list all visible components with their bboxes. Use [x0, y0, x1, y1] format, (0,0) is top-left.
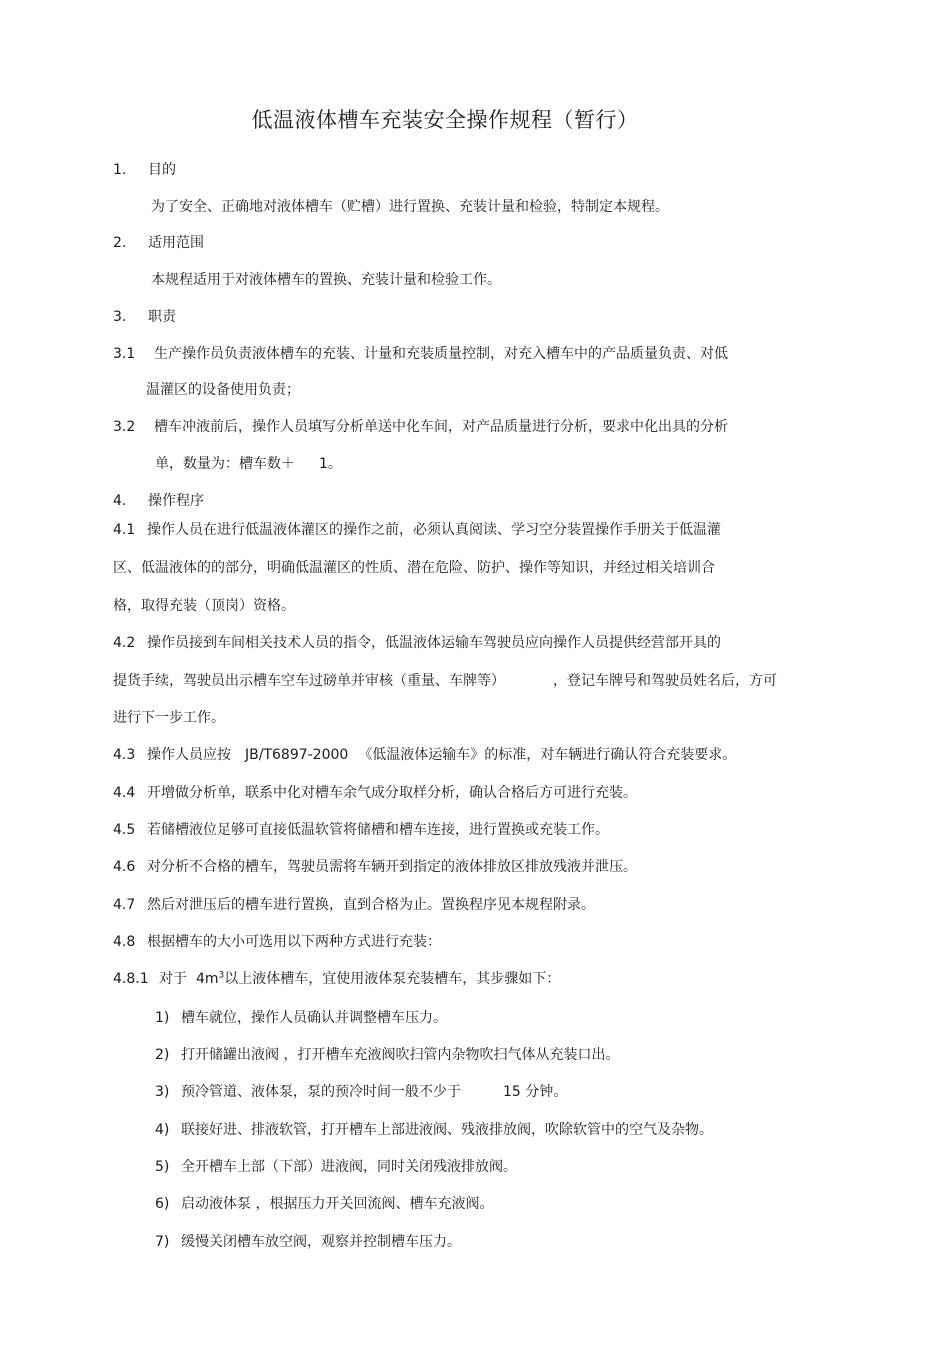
step-text: 15 分钟。 [503, 1084, 568, 1100]
step-number: 1) [155, 1010, 170, 1026]
clause-text: 槽车冲液前后，操作人员填写分析单送中化车间，对产品质量进行分析，要求中化出具的分析 [154, 419, 728, 435]
clause-number: 4.5 [113, 822, 136, 838]
clause-number: 3.1 [113, 346, 136, 362]
clause-3-2-continued [155, 454, 342, 474]
section-1-heading [113, 160, 176, 180]
clause-4-1-continued: 区、低温液体的的部分，明确低温灌区的性质、潜在危险、防护、操作等知识，并经过相关培训合 [113, 560, 715, 576]
clause-text: 操作员接到车间相关技术人员的指令，低温液体运输车驾驶员应向操作人员提供经营部开具的 [147, 635, 721, 651]
clause-4-8-1 [113, 969, 560, 989]
step-item [155, 1120, 713, 1140]
clause-4-2 [113, 633, 721, 653]
clause-4-5 [113, 820, 609, 840]
text-part: 以上液体槽车，宜使用液体泵充装槽车，其步骤如下： [224, 971, 561, 987]
text-part: ，登记车牌号和驾驶员姓名后，方可 [553, 673, 777, 689]
clause-4-2-continued: 进行下一步工作。 [113, 710, 225, 726]
clause-4-3 [113, 745, 736, 765]
clause-3-2 [113, 417, 728, 437]
clause-number: 4.8 [113, 934, 136, 950]
superscript: 3 [218, 970, 225, 981]
section-2-heading [113, 233, 204, 253]
section-title: 职责 [148, 309, 176, 325]
clause-number: 4.8.1 [113, 971, 149, 987]
step-item [155, 1157, 517, 1177]
clause-number: 4.1 [113, 522, 136, 538]
step-text: 全开槽车上部（下部）进液阀，同时关闭残液排放阀。 [181, 1159, 517, 1175]
step-number: 3) [155, 1084, 170, 1100]
section-number: 4. [113, 493, 127, 509]
step-text: 预冷管道、液体泵，泵的预冷时间一般不少于 [181, 1084, 461, 1100]
clause-4-6 [113, 857, 637, 877]
clause-text: 然后对泄压后的槽车进行置换，直到合格为止。置换程序见本规程附录。 [147, 897, 595, 913]
step-item [155, 1232, 461, 1252]
text-part: 单，数量为：槽车数＋ [155, 456, 295, 472]
step-number: 4) [155, 1122, 170, 1138]
section-1-text: 为了安全、正确地对液体槽车（贮槽）进行置换、充装计量和检验，特制定本规程。 [151, 199, 669, 215]
section-number: 1. [113, 162, 127, 178]
section-number: 3. [113, 309, 127, 325]
clause-number: 4.2 [113, 635, 136, 651]
clause-number: 4.6 [113, 859, 136, 875]
text-part: 操作人员应按 [147, 747, 231, 763]
step-number: 5) [155, 1159, 170, 1175]
clause-4-2-continued [113, 671, 777, 691]
text-part: 《低温液体运输车》的标准，对车辆进行确认符合充装要求。 [358, 747, 737, 763]
clause-3-1 [113, 344, 728, 364]
text-part: 1。 [319, 456, 342, 472]
step-item [155, 1045, 619, 1065]
clause-text: 开增做分析单，联系中化对槽车余气成分取样分析，确认合格后方可进行充装。 [147, 785, 637, 801]
section-2-text: 本规程适用于对液体槽车的置换、充装计量和检验工作。 [151, 272, 501, 288]
text-part: 对于 [159, 971, 187, 987]
section-4-heading [113, 491, 204, 511]
document-title: 低温液体槽车充装安全操作规程（暂行） [251, 108, 639, 132]
text-part: 4m [196, 971, 219, 987]
clause-number: 4.7 [113, 897, 136, 913]
step-text: 槽车就位，操作人员确认并调整槽车压力。 [181, 1010, 447, 1026]
clause-4-7 [113, 895, 595, 915]
clause-number: 4.4 [113, 785, 136, 801]
section-title: 操作程序 [148, 493, 204, 509]
clause-text: 根据槽车的大小可选用以下两种方式进行充装： [147, 934, 441, 950]
clause-text: 对分析不合格的槽车，驾驶员需将车辆开到指定的液体排放区排放残液并泄压。 [147, 859, 637, 875]
clause-4-1-continued: 格，取得充装（顶岗）资格。 [113, 598, 295, 614]
step-number: 2) [155, 1047, 170, 1063]
step-item [155, 1008, 447, 1028]
section-number: 2. [113, 235, 127, 251]
step-text: 缓慢关闭槽车放空阀，观察并控制槽车压力。 [181, 1234, 461, 1250]
step-item [155, 1082, 567, 1102]
step-item [155, 1194, 493, 1214]
step-number: 7) [155, 1234, 170, 1250]
step-text: 启动液体泵 ，根据压力开关回流阀、槽车充液阀。 [181, 1196, 494, 1212]
clause-text: 操作人员在进行低温液体灌区的操作之前，必须认真阅读、学习空分装置操作手册关于低温灌 [147, 522, 721, 538]
section-title: 目的 [148, 162, 176, 178]
section-title: 适用范围 [148, 235, 204, 251]
clause-4-8 [113, 932, 441, 952]
clause-3-1-continued: 温灌区的设备使用负责； [146, 382, 300, 398]
clause-number: 3.2 [113, 419, 136, 435]
step-text: 打开储罐出液阀 ，打开槽车充液阀吹扫管内杂物吹扫气体从充装口出。 [181, 1047, 620, 1063]
step-number: 6) [155, 1196, 170, 1212]
step-text: 联接好进、排液软管，打开槽车上部进液阀、残液排放阀，吹除软管中的空气及杂物。 [181, 1122, 713, 1138]
clause-text: 生产操作员负责液体槽车的充装、计量和充装质量控制，对充入槽车中的产品质量负责、对低 [154, 346, 728, 362]
clause-text: 若储槽液位足够可直接低温软管将储槽和槽车连接，进行置换或充装工作。 [147, 822, 609, 838]
clause-4-4 [113, 783, 637, 803]
clause-number: 4.3 [113, 747, 136, 763]
clause-4-1 [113, 520, 721, 540]
standard-code: JB/T6897-2000 [245, 747, 349, 763]
section-3-heading [113, 307, 176, 327]
text-part: 提货手续，驾驶员出示槽车空车过磅单并审核（重量、车牌等） [113, 673, 505, 689]
